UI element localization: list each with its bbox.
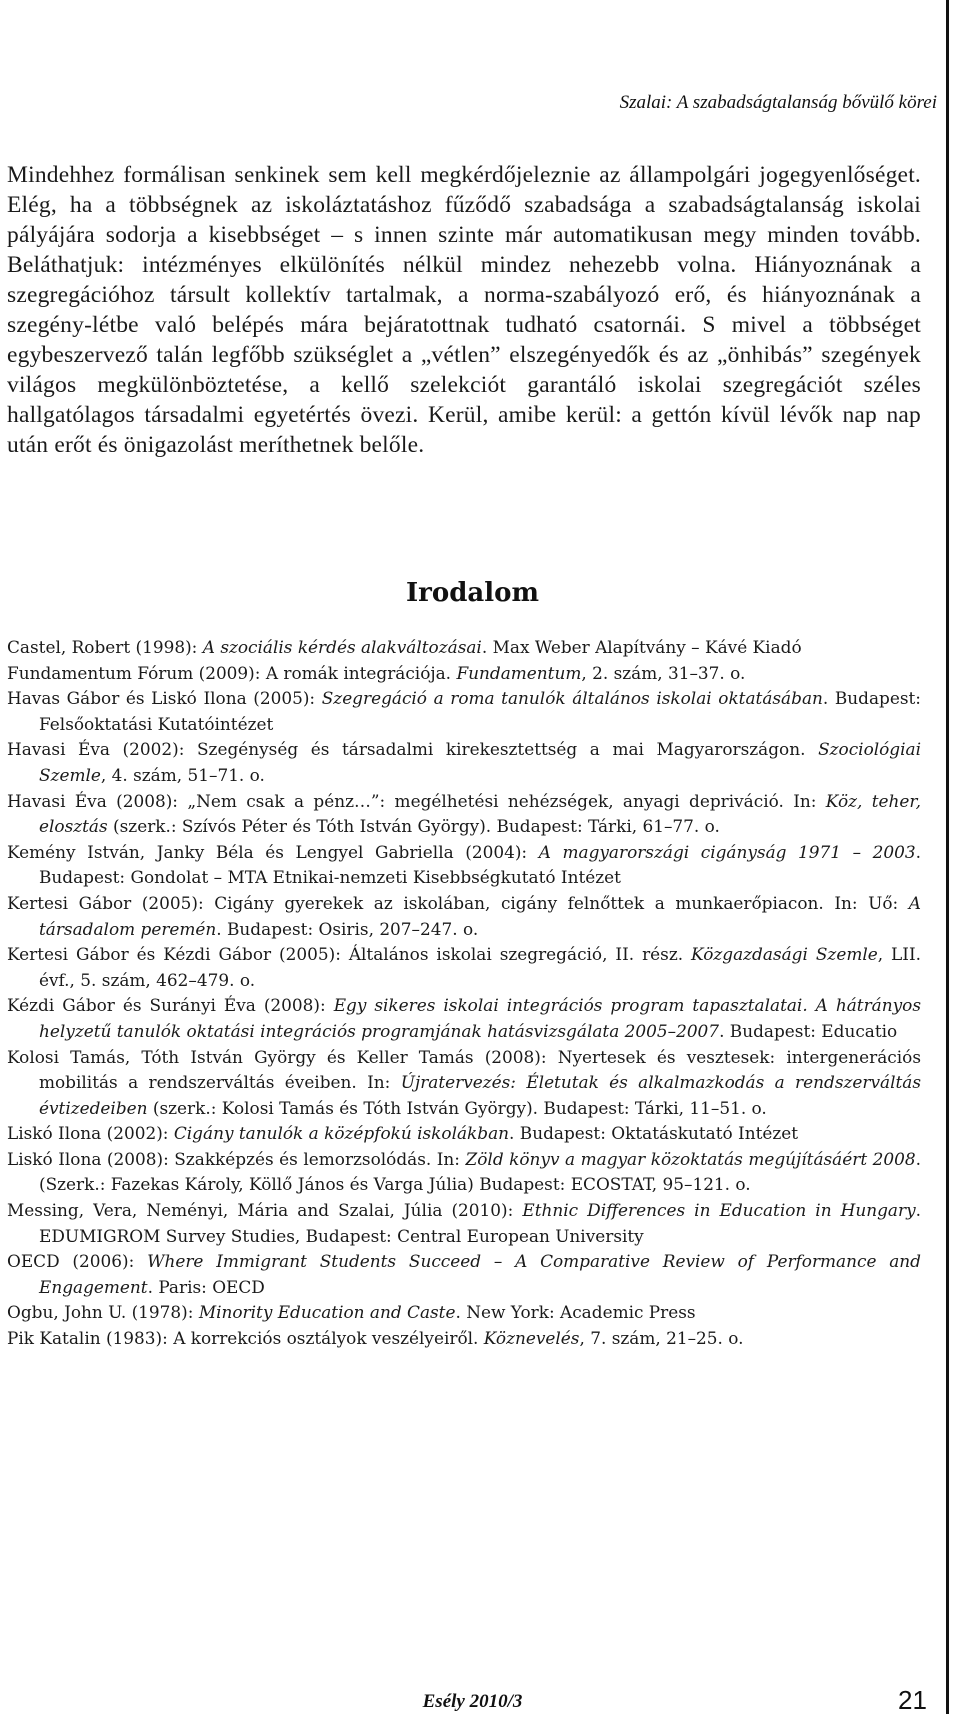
reference-entry: Havas Gábor és Liskó Ilona (2005): Szegregáció a roma tanulók általános iskolai oktatásában. Budapest: Felsőoktatási Kutatóintézet bbox=[7, 688, 921, 734]
reference-entry: Castel, Robert (1998): A szociális kérdés alakváltozásai. Max Weber Alapítvány – Kávé Kiadó bbox=[7, 637, 802, 657]
section-heading: Irodalom bbox=[406, 578, 539, 608]
reference-entry: Liskó Ilona (2008): Szakképzés és lemorzsolódás. In: Zöld könyv a magyar közoktatás megújításáért 2008. (Szerk.: Fazekas Károly, Köllő János és Varga Júlia) Budapest: ECOSTAT, 95–121. o. bbox=[7, 1148, 921, 1195]
reference-entry: Havasi Éva (2002): Szegénység és társadalmi kirekesztettség a mai Magyarországon. Szociológiai Szemle, 4. szám, 51–71. o. bbox=[7, 739, 921, 785]
reference-list bbox=[7, 635, 921, 1352]
reference-entry: Kolosi Tamás, Tóth István György és Keller Tamás (2008): Nyertesek és vesztesek: intergenerációs mobilitás a rendszerváltás éveiben. In: Újratervezés: Életutak és alkalmazkodás a rendszerváltás évtizedeiben (szerk.: Kolosi Tamás és Tóth István György). Budapest: Tárki, 11–51. o. bbox=[7, 1046, 921, 1118]
page-number: 21 bbox=[898, 1685, 927, 1715]
reference-entry: Kézdi Gábor és Surányi Éva (2008): Egy sikeres iskolai integrációs program tapasztalatai. A hátrányos helyzetű tanulók oktatási integrációs programjának hatásvizsgálata 2005–2007. Budapest: Educatio bbox=[7, 995, 921, 1041]
reference-entry: Ogbu, John U. (1978): Minority Education and Caste. New York: Academic Press bbox=[7, 1302, 696, 1323]
reference-entry: Kertesi Gábor és Kézdi Gábor (2005): Általános iskolai szegregáció, II. rész. Közgazdasági Szemle, LII. évf., 5. szám, 462–479. o. bbox=[7, 944, 921, 990]
reference-entry: Messing, Vera, Neményi, Mária and Szalai, Júlia (2010): Ethnic Differences in Education in Hungary. EDUMIGROM Survey Studies, Budapest: Central European University bbox=[7, 1200, 921, 1246]
page-edge-rule bbox=[946, 0, 949, 1714]
reference-entry: Kertesi Gábor (2005): Cigány gyerekek az iskolában, cigány felnőttek a munkaerőpiacon. In: Uő: A társadalom peremén. Budapest: Osiris, 207–247. o. bbox=[7, 892, 921, 939]
reference-entry: Kemény István, Janky Béla és Lengyel Gabriella (2004): A magyarországi cigányság 1971 – 2003. Budapest: Gondolat – MTA Etnikai-nemzeti Kisebbségkutató Intézet bbox=[7, 841, 921, 888]
reference-entry: Havasi Éva (2008): „Nem csak a pénz…”: megélhetési nehézségek, anyagi depriváció. In: Köz, teher, elosztás (szerk.: Szívós Péter és Tóth István György). Budapest: Tárki, 61–77. o. bbox=[7, 790, 921, 837]
reference-entry: Liskó Ilona (2002): Cigány tanulók a középfokú iskolákban. Budapest: Oktatáskutató Intézet bbox=[7, 1123, 799, 1144]
reference-entry: OECD (2006): Where Immigrant Students Succeed – A Comparative Review of Performance and Engagement. Paris: OECD bbox=[7, 1251, 921, 1297]
running-header: Szalai: A szabadságtalanság bővülő körei bbox=[619, 92, 937, 113]
footer-journal-title: Esély 2010/3 bbox=[422, 1691, 523, 1712]
reference-entry: Pik Katalin (1983): A korrekciós osztályok veszélyeiről. Köznevelés, 7. szám, 21–25. o. bbox=[7, 1328, 744, 1349]
body-paragraph: Mindehhez formálisan senkinek sem kell megkérdőjeleznie az állampolgári jogegyenlőséget. Elég, ha a többségnek az iskoláztatáshoz fűződő szabadsága a szabadságtalanság iskolai pályájára sodorja a kisebbséget – s innen szinte már automatikusan megy minden tovább. Beláthatjuk: intézményes elkülönítés nélkül mindez nehezebb volna. Hiányoznának a szegregációhoz társult kollektív tartalmak, a norma-szabályozó erő, és hiányoznának a szegény-létbe való belépés mára bejáratottnak tudható csatornái. S mivel a többséget egybeszervező talán legfőbb szükséglet a „vétlen” elszegényedők és az „önhibás” szegények világos megkülönböztetése, a kellő szelekciót garantáló iskolai szegregációt széles hallgatólagos társadalmi egyetértés övezi. Kerül, amibe kerül: a gettón kívül lévők nap nap után erőt és önigazolást meríthetnek belőle. bbox=[7, 162, 921, 458]
reference-entry: Fundamentum Fórum (2009): A romák integrációja. Fundamentum, 2. szám, 31–37. o. bbox=[7, 662, 746, 683]
